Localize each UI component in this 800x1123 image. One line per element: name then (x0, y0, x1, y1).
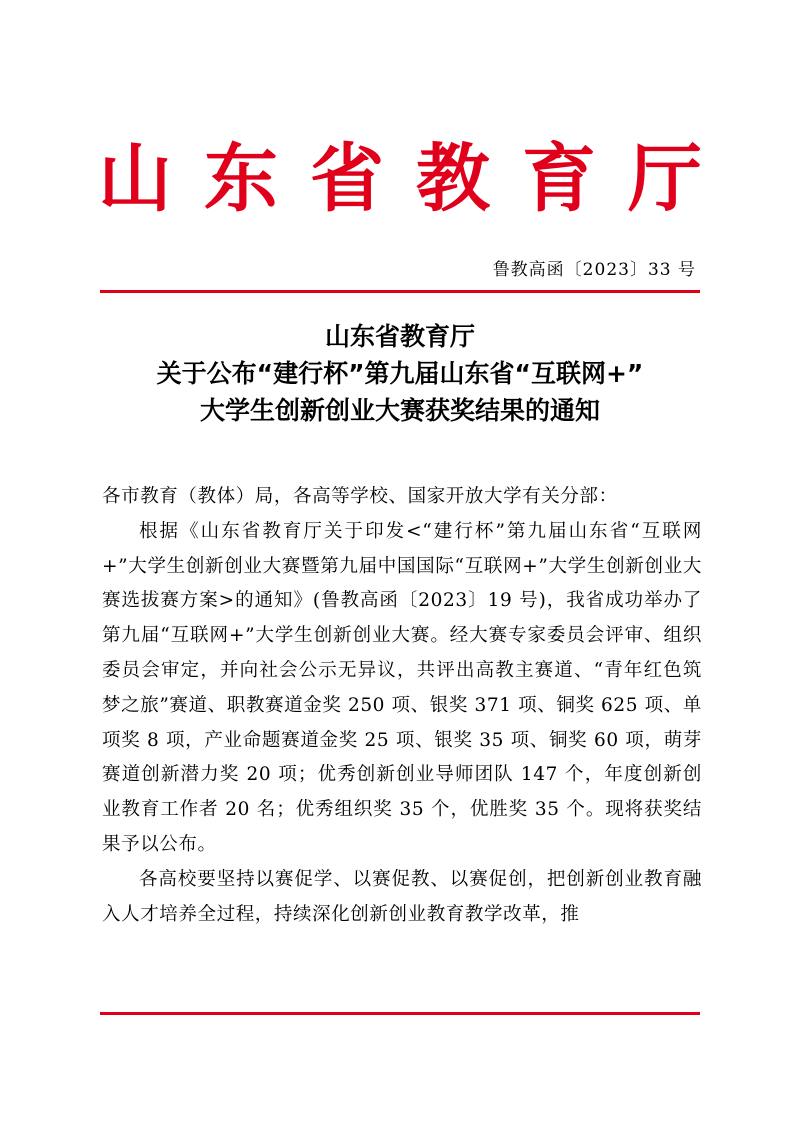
heading-line-1: 山东省教育厅 (324, 322, 475, 351)
issuer-title-char: 山 (98, 136, 172, 222)
issuer-title-char: 省 (310, 136, 384, 222)
document-body (102, 480, 702, 932)
heading-line-3: 大学生创新创业大赛获奖结果的通知 (199, 396, 600, 425)
heading-line-2: 关于公布“建行杯”第九届山东省“互联网+” (156, 359, 644, 388)
issuer-title-char: 东 (204, 136, 278, 222)
document-heading (60, 318, 740, 429)
header-divider (100, 290, 700, 293)
salutation: 各市教育（教体）局，各高等学校、国家开放大学有关分部： (102, 486, 618, 507)
body-paragraph-1: 根据《山东省教育厅关于印发<“建行杯”第九届山东省“互联网+”大学生创新创业大赛暨第九届中国国际“互联网+”大学生创新创业大赛选拔赛方案>的通知》(鲁教高函〔2023〕19 号)，我省成功举办了第九届“互联网+”大学生创新创业大赛。经大赛专家委员会评审、组织委员会审定，并向社会公示无异议，共评出高教主赛道、“青年红色筑梦之旅”赛道、职教赛道金奖 250 项、银奖 371 项、铜奖 625 项、单项奖 8 项，产业命题赛道金奖 25 项、银奖 35 项、铜奖 60 项，萌芽赛道创新潜力奖 20 项；优秀创新创业导师团队 147 个，年度创新创业教育工作者 20 名；优秀组织奖 35 个，优胜奖 35 个。现将获奖结果予以公布。 (102, 520, 702, 855)
issuer-title (98, 135, 702, 223)
issuer-title-char: 育 (522, 136, 596, 222)
body-paragraph-2: 各高校要坚持以赛促学、以赛促教、以赛促创，把创新创业教育融入人才培养全过程，持续深化创新创业教育教学改革，推 (102, 868, 702, 925)
issuer-title-char: 厅 (628, 136, 702, 222)
footer-divider (100, 1012, 700, 1015)
document-number: 鲁教高函〔2023〕33 号 (492, 260, 696, 280)
issuer-title-char: 教 (416, 136, 490, 222)
